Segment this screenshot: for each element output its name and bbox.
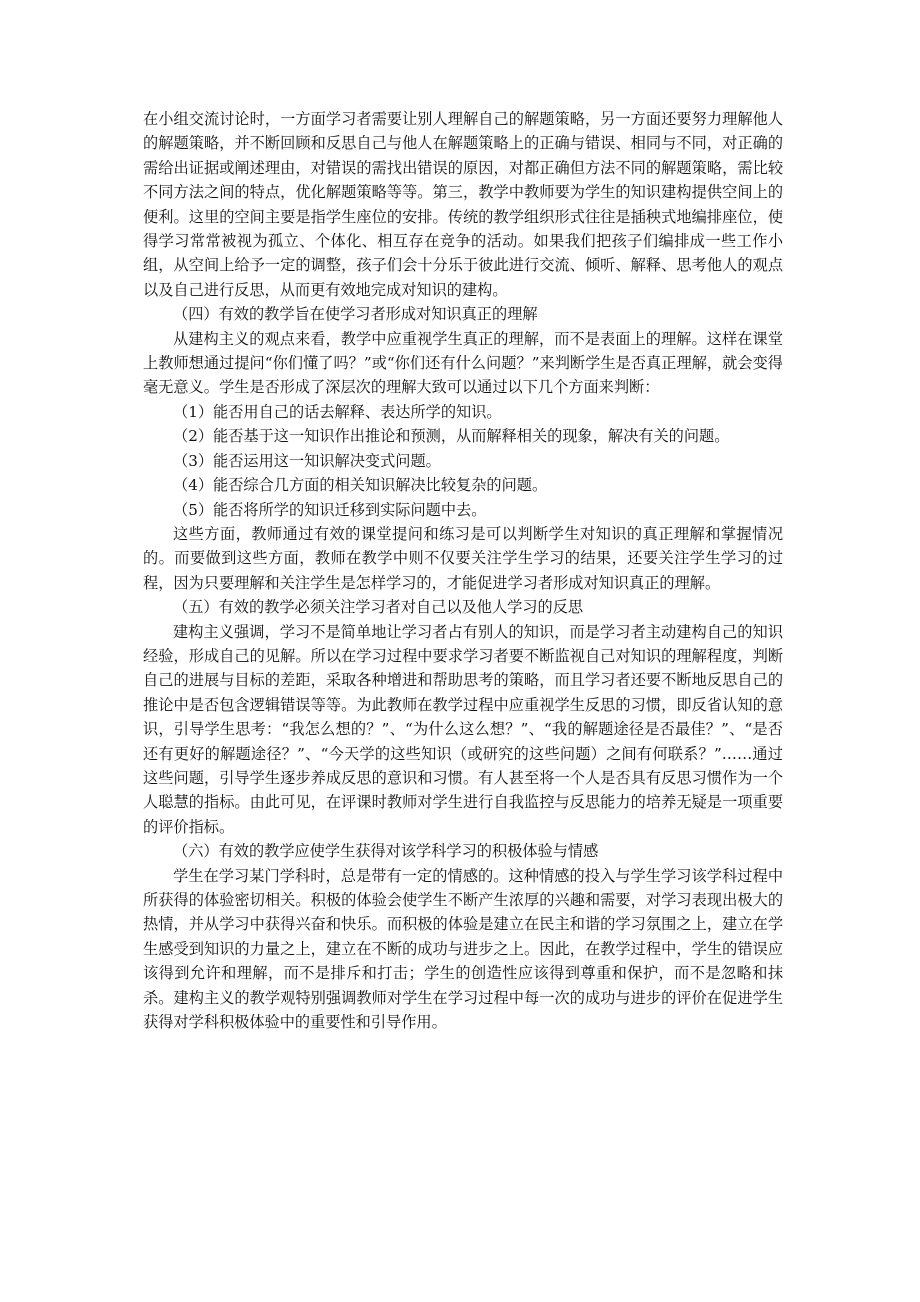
paragraph-true-understanding: 从建构主义的观点来看，教学中应重视学生真正的理解，而不是表面上的理解。这样在课堂上教师想通过提问“你们懂了吗？”或“你们还有什么问题？”来判断学生是否真正理解，就会变得毫无意义。学生是否形成了深层次的理解大致可以通过以下几个方面来判断： (143, 329, 783, 397)
paragraph-judging-understanding: 这些方面，教师通过有效的课堂提问和练习是可以判断学生对知识的真正理解和掌握情况的。而要做到这些方面，教师在教学中则不仅要关注学生学习的结果，还要关注学生学习的过程，因为只要理解和关注学生是怎样学习的，才能促进学习者形成对知识真正的理解。 (143, 524, 783, 592)
list-item-4: （4）能否综合几方面的相关知识解决比较复杂的问题。 (173, 476, 548, 495)
paragraph-positive-experience: 学生在学习某门学科时，总是带有一定的情感的。这种情感的投入与学生学习该学科过程中所获得的体验密切相关。积极的体验会使学生不断产生浓厚的兴趣和需要，对学习表现出极大的热情，并从学习中获得兴奋和快乐。而积极的体验是建立在民主和谐的学习氛围之上，建立在学生感受到知识的力量之上，建立在不断的成功与进步之上。因此，在教学过程中，学生的错误应该得到允许和理解，而不是排斥和打击；学生的创造性应该得到尊重和保护，而不是忽略和抹杀。建构主义的教学观特别强调教师对学生在学习过程中每一次的成功与进步的评价在促进学生获得对学科积极体验中的重要性和引导作用。 (143, 866, 783, 1032)
section-heading-6: （六）有效的教学应使学生获得对该学科学习的积极体验与情感 (173, 842, 599, 861)
paragraph-reflection: 建构主义强调，学习不是简单地让学习者占有别人的知识，而是学习者主动建构自己的知识经验，形成自己的见解。所以在学习过程中要求学习者要不断监视自己对知识的理解程度，判断自己的进展与目标的差距，采取各种增进和帮助思考的策略，而且学习者还要不断地反思自己的推论中是否包含逻辑错误等等。为此教师在教学过程中应重视学生反思的习惯，即反省认知的意识，引导学生思考：“我怎么想的？”、“为什么这么想？”、“我的解题途径是否最佳？”、“是否还有更好的解题途径？”、“今天学的这些知识（或研究的这些问题）之间有何联系？”……通过这些问题，引导学生逐步养成反思的意识和习惯。有人甚至将一个人是否具有反思习惯作为一个人聪慧的指标。由此可见，在评课时教师对学生进行自我监控与反思能力的培养无疑是一项重要的评价指标。 (143, 622, 783, 836)
paragraph-group-work: 在小组交流讨论时，一方面学习者需要让别人理解自己的解题策略，另一方面还要努力理解他人的解题策略，并不断回顾和反思自己与他人在解题策略上的正确与错误、相同与不同，对正确的需给出证据或阐述理由，对错误的需找出错误的原因，对都正确但方法不同的解题策略，需比较不同方法之间的特点，优化解题策略等等。第三，教学中教师要为学生的知识建构提供空间上的便利。这里的空间主要是指学生座位的安排。传统的教学组织形式往往是插秧式地编排座位，使得学习常常被视为孤立、个体化、相互存在竞争的活动。如果我们把孩子们编排成一些工作小组，从空间上给予一定的调整，孩子们会十分乐于彼此进行交流、倾听、解释、思考他人的观点以及自己进行反思，从而更有效地完成对知识的建构。 (143, 110, 783, 299)
list-item-2: （2）能否基于这一知识作出推论和预测，从而解释相关的现象，解决有关的问题。 (173, 427, 730, 446)
list-item-1: （1）能否用自己的话去解释、表达所学的知识。 (173, 402, 502, 421)
section-heading-4: （四）有效的教学旨在使学习者形成对知识真正的理解 (173, 305, 538, 324)
list-item-3: （3）能否运用这一知识解决变式问题。 (173, 451, 441, 470)
list-item-5: （5）能否将所学的知识迁移到实际问题中去。 (173, 500, 487, 519)
document-body (143, 107, 783, 1034)
section-heading-5: （五）有效的教学必须关注学习者对自己以及他人学习的反思 (173, 598, 584, 617)
